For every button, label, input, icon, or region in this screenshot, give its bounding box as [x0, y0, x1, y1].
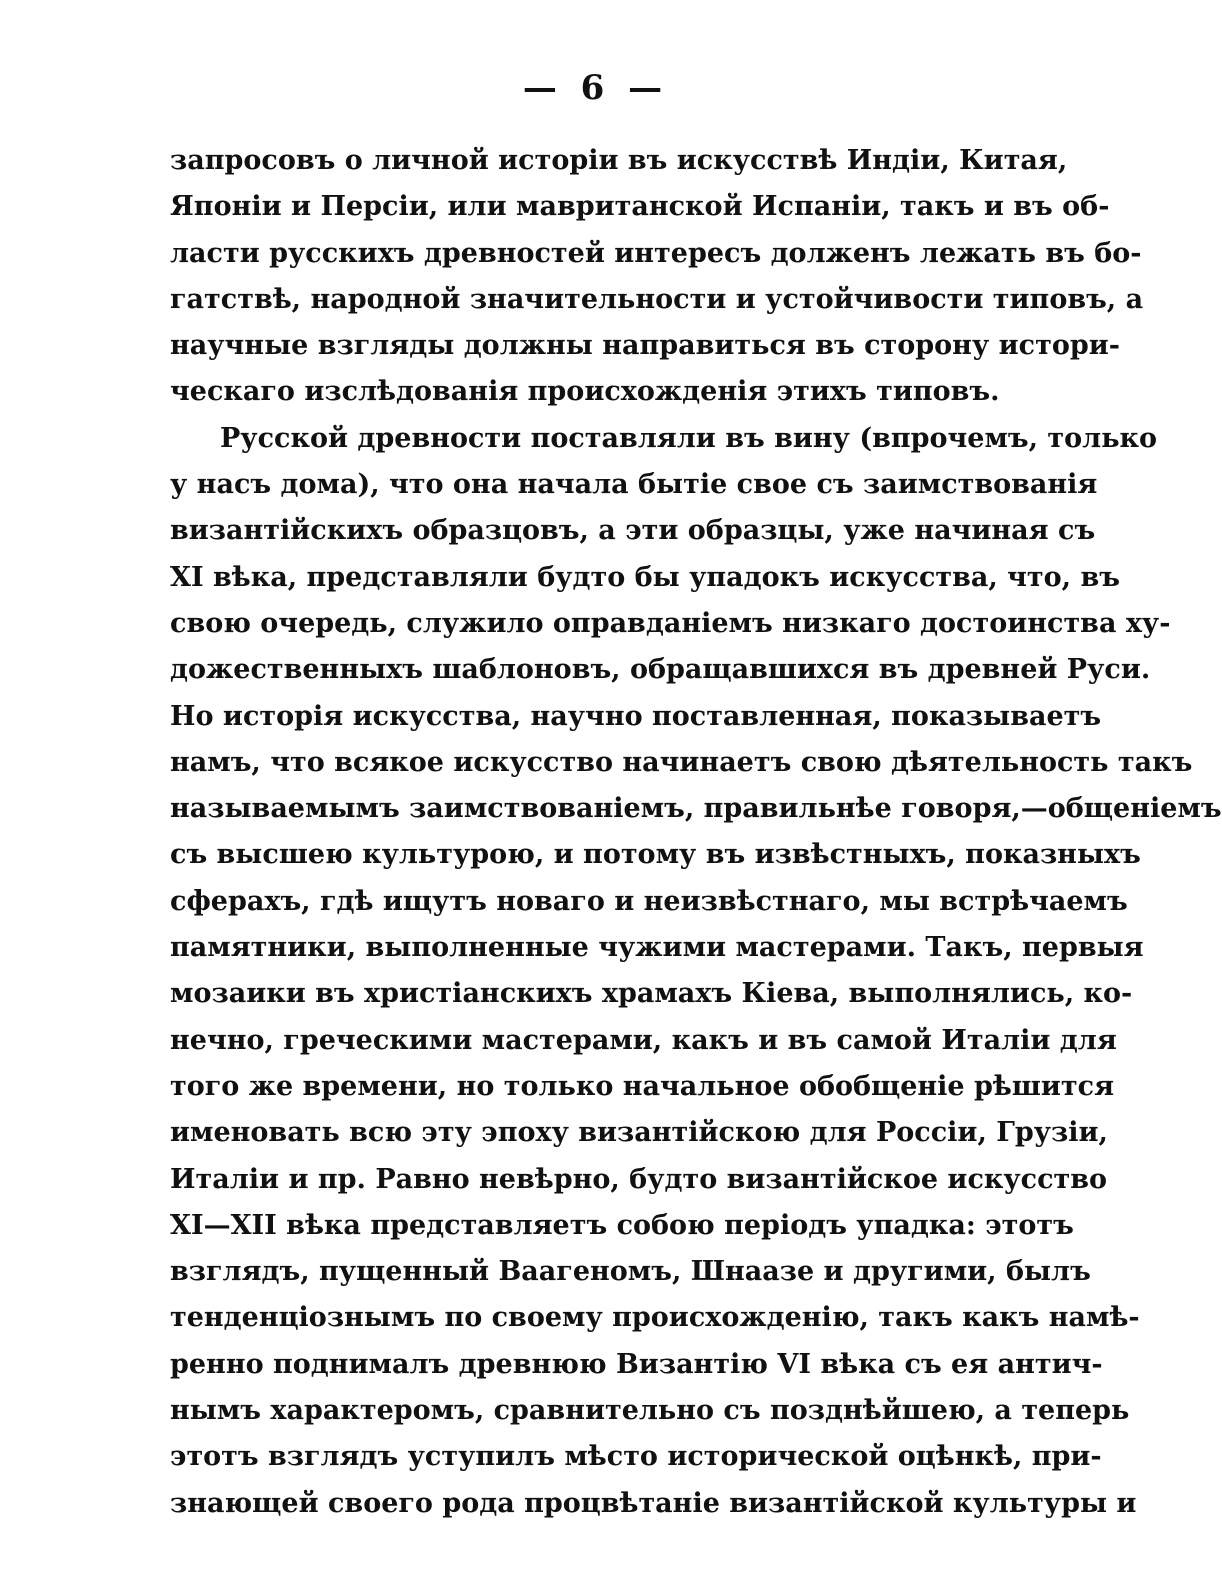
text-line: мозаики въ христіанскихъ храмахъ Кіева, выполнялись, ко- — [170, 978, 1133, 1010]
text-line: нечно, греческими мастерами, какъ и въ самой Италіи для — [170, 1024, 1117, 1056]
text-line: нымъ характеромъ, сравнительно съ позднѣйшею, а теперь — [170, 1395, 1130, 1427]
text-line: Но исторія искусства, научно поставленная, показываетъ — [170, 700, 1102, 732]
text-line: дожественныхъ шаблоновъ, обращавшихся въ древней Руси. — [170, 654, 1151, 686]
text-line: памятники, выполненные чужими мастерами. Такъ, первыя — [170, 932, 1144, 964]
page-number: — 6 — — [522, 68, 669, 108]
paragraph-first-line: Русской древности поставляли въ вину (впрочемъ, только — [220, 422, 1158, 454]
text-line: свою очередь, служило оправданіемъ низкаго достоинства ху- — [170, 607, 1171, 639]
text-line: этотъ взглядъ уступилъ мѣсто исторической оцѣнкѣ, при- — [170, 1441, 1102, 1473]
text-line: запросовъ о личной исторіи въ искусствѣ Индіи, Китая, — [170, 145, 1068, 176]
text-line: сферахъ, гдѣ ищутъ новаго и неизвѣстнаго, мы встрѣчаемъ — [170, 885, 1128, 917]
text-line: знающей своего рода процвѣтаніе византійской культуры и — [170, 1487, 1137, 1519]
text-line: намъ, что всякое искусство начинаетъ свою дѣятельность такъ — [170, 746, 1193, 778]
text-line: византійскихъ образцовъ, а эти образцы, уже начиная съ — [170, 515, 1096, 547]
text-line: XI—XII вѣка представляетъ собою періодъ упадка: этотъ — [170, 1209, 1074, 1241]
text-line: XI вѣка, представляли будто бы упадокъ искусства, что, въ — [170, 561, 1120, 593]
text-line: Японіи и Персіи, или мавританской Испаніи, такъ и въ об- — [170, 191, 1110, 223]
text-line: именовать всю эту эпоху византійскою для Россіи, Грузіи, — [170, 1117, 1108, 1149]
text-line: гатствѣ, народной значительности и устойчивости типовъ, а — [170, 283, 1144, 315]
text-line: у насъ дома), что она начала бытіе свое съ заимствованія — [170, 469, 1098, 501]
text-line: называемымъ заимствованіемъ, правильнѣе говоря,—общеніемъ — [170, 793, 1222, 825]
text-line: ласти русскихъ древностей интересъ долженъ лежать въ бо- — [170, 237, 1142, 269]
text-line: того же времени, но только начальное обобщеніе рѣшится — [170, 1070, 1115, 1102]
text-line: съ высшею культурою, и потому въ извѣстныхъ, показныхъ — [170, 839, 1141, 871]
text-line: научные взгляды должны направиться въ сторону истори- — [170, 330, 1120, 362]
text-line: взглядъ, пущенный Ваагеномъ, Шнаазе и другими, былъ — [170, 1256, 1091, 1288]
text-line: ческаго изслѣдованія происхожденія этихъ типовъ. — [170, 376, 1000, 408]
body-text — [170, 138, 1222, 1527]
text-line: тенденціознымъ по своему происхожденію, такъ какъ намѣ- — [170, 1302, 1140, 1334]
text-line: Италіи и пр. Равно невѣрно, будто византійское искусство — [170, 1163, 1108, 1195]
text-line: ренно поднималъ древнюю Византію VI вѣка съ ея антич- — [170, 1348, 1103, 1380]
